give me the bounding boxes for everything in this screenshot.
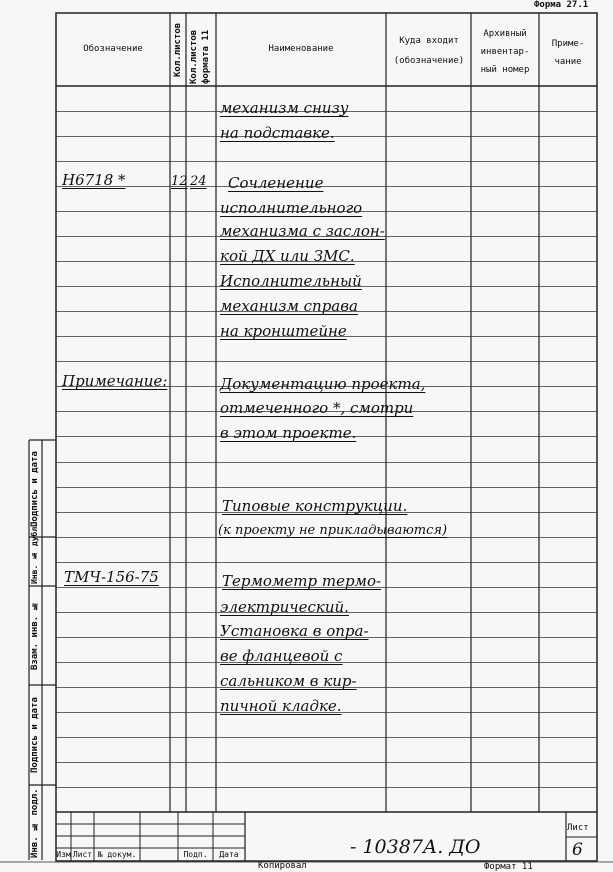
- row-name: Типовые конструкции.: [222, 497, 408, 515]
- side-label-vzam-inv: Взам. инв. №: [30, 600, 40, 671]
- row-name: Термометр термо-: [222, 572, 382, 590]
- document-code: - 10387А. ДО: [350, 836, 481, 858]
- stamp-data: Дата: [219, 850, 239, 859]
- stamp-list: Лист: [72, 850, 93, 859]
- row-name: на кронштейне: [220, 322, 347, 340]
- row-name: сальником в кир-: [220, 672, 357, 690]
- sheet-label: Лист: [567, 823, 589, 833]
- row-sheets-count: 12: [171, 174, 188, 189]
- row-name: (к проекту не прикладываются): [218, 523, 448, 538]
- row-name: Исполнительный: [220, 272, 362, 290]
- row-name: в этом проекте.: [220, 424, 357, 442]
- row-name: механизма с заслон-: [220, 222, 385, 240]
- row-name: электрический.: [220, 598, 349, 616]
- stamp-podp: Подп.: [183, 850, 208, 859]
- footer-format: Формат 11: [484, 862, 533, 872]
- row-designation: ТМЧ-156-75: [64, 568, 159, 586]
- row-sheets-format: 24: [190, 174, 207, 189]
- row-name: механизм справа: [220, 297, 358, 315]
- row-name: кой ДХ или ЗМС.: [220, 247, 355, 265]
- header-archive-number: Архивный инвентар- ный номер: [480, 29, 530, 75]
- row-name: отмеченного *, смотри: [220, 399, 414, 417]
- stamp-doc-no: № докум.: [97, 850, 137, 859]
- sheet-number: 6: [572, 840, 583, 860]
- row-name: пичной кладке.: [220, 697, 342, 715]
- footer-copied-by: Копировал: [258, 861, 307, 871]
- header-where-used: Куда входит (обозначение): [393, 36, 465, 66]
- row-designation: Н6718 *: [62, 171, 126, 189]
- header-name: Наименование: [268, 44, 334, 54]
- stamp-izm: Изм: [56, 850, 71, 859]
- side-label-podpis-data-2: Подпись и дата: [30, 697, 40, 773]
- row-designation: Примечание:: [62, 372, 168, 390]
- header-sheets-format: Кол.листов формата 11: [189, 29, 211, 84]
- row-name: на подставке.: [220, 124, 335, 142]
- side-label-inv-dubl: Инв. № дубл.: [30, 522, 39, 584]
- header-notes: Приме- чание: [551, 39, 585, 67]
- header-designation: Обозначение: [83, 44, 143, 54]
- row-name: Сочленение: [228, 174, 324, 192]
- row-name: Установка в опра-: [220, 622, 369, 640]
- row-name: исполнительного: [220, 199, 363, 217]
- row-name: механизм снизу: [220, 99, 349, 117]
- side-label-podpis-data: Подпись и дата: [30, 451, 40, 527]
- header-sheets-count: Кол.листов: [173, 22, 183, 78]
- row-name: ве фланцевой с: [220, 647, 343, 665]
- row-name: Документацию проекта,: [220, 375, 426, 393]
- side-label-inv-podl: Инв. № подл.: [30, 788, 40, 858]
- form-label: Форма 27.1: [534, 0, 589, 10]
